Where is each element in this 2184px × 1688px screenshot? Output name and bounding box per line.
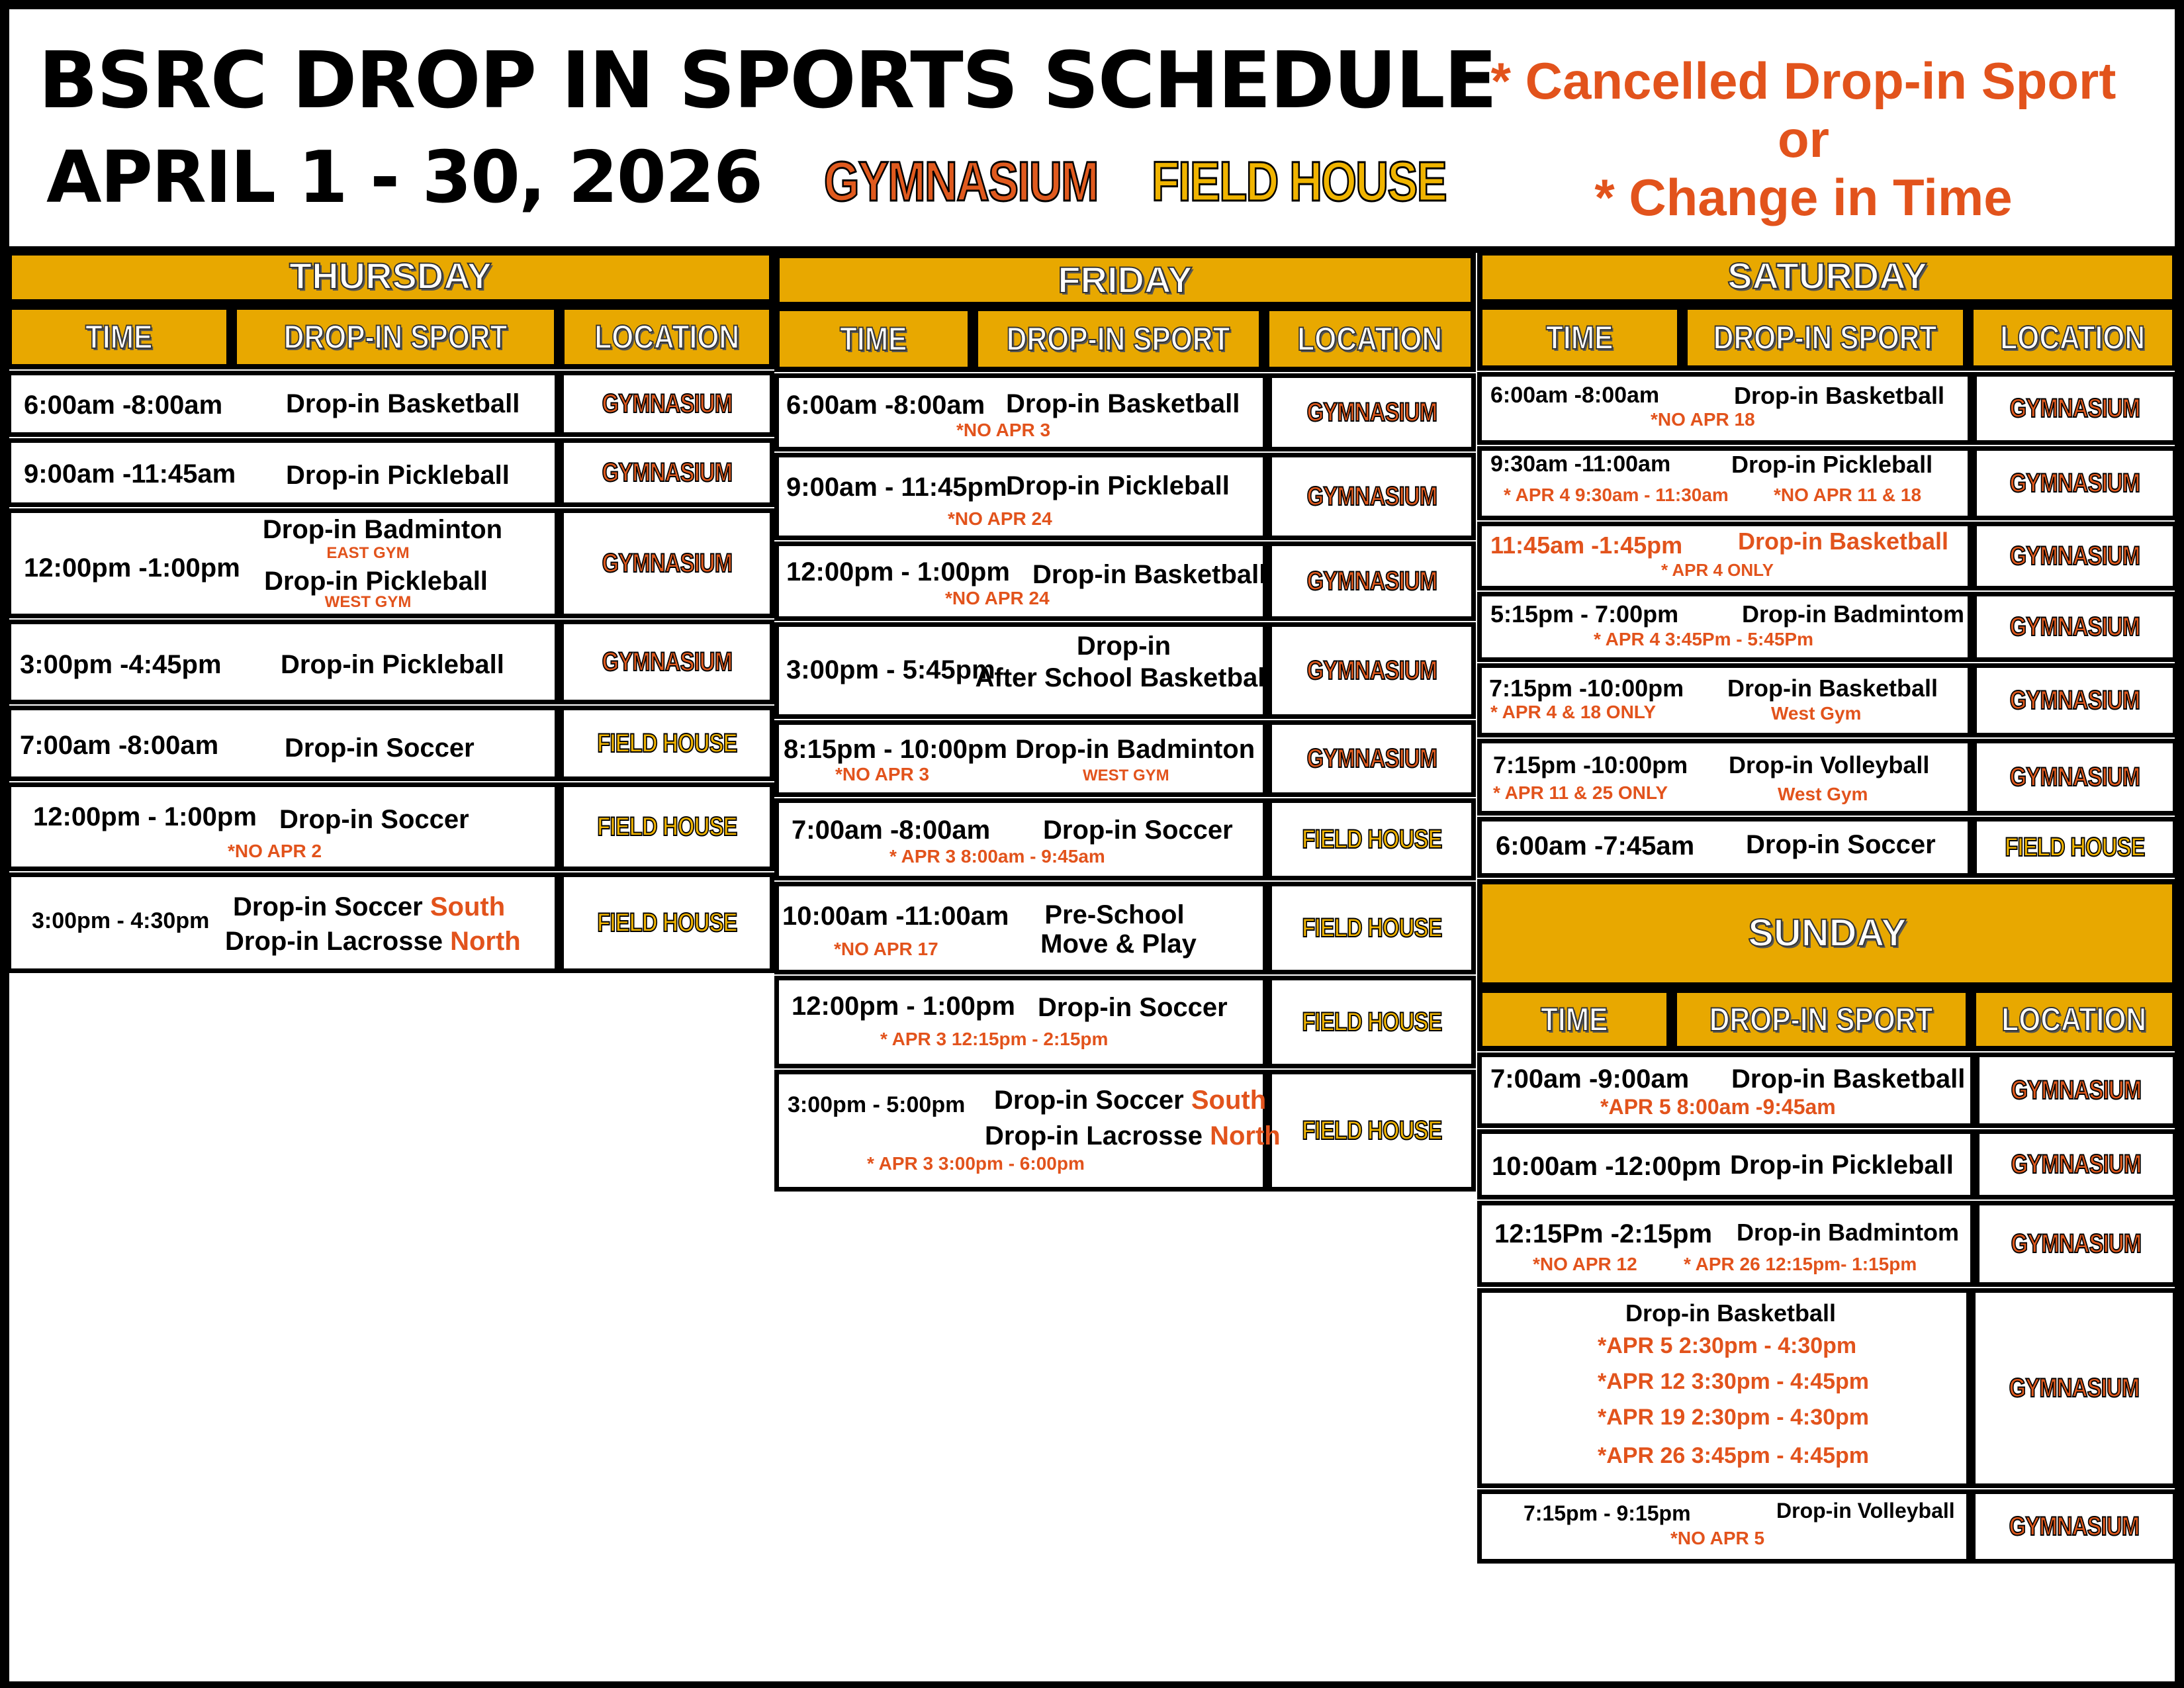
time-label: 6:00am -8:00am [786, 391, 985, 420]
note-label: * APR 3 8:00am - 9:45am [889, 846, 1105, 867]
note-label: *APR 5 8:00am -9:45am [1600, 1095, 1836, 1119]
sport-label: Drop-in Badminton [1015, 735, 1255, 764]
day-header-sunday: SUNDAY [1477, 879, 2177, 988]
location-label: FIELD HOUSE [2005, 832, 2145, 862]
note-label: *NO APR 3 [956, 420, 1051, 440]
sport-label: Drop-in Soccer [285, 733, 475, 763]
time-label: 3:00pm - 4:30pm [32, 908, 210, 933]
location-label: GYMNASIUM [602, 389, 732, 418]
sport-label: Drop-in Volleyball [1776, 1499, 1955, 1523]
sport-label: Pre-School [1044, 900, 1185, 929]
time-label: 7:00am -8:00am [792, 816, 991, 845]
col-header-sport: DROP-IN SPORT [973, 306, 1264, 372]
col-header-location: LOCATION [559, 305, 774, 369]
sport-label: Drop-in Soccer South [233, 892, 506, 921]
location-label: FIELD HOUSE [1301, 1007, 1442, 1037]
location-label: GYMNASIUM [2009, 762, 2140, 792]
col-header-time: TIME [1477, 305, 1682, 371]
note-label: *NO APR 2 [228, 841, 322, 861]
time-label: 7:15pm -10:00pm [1489, 675, 1684, 702]
sport-label: Drop-in Soccer [1038, 993, 1228, 1022]
note-label: * APR 4 & 18 ONLY [1490, 702, 1657, 722]
location-label: GYMNASIUM [602, 647, 732, 677]
location-label: GYMNASIUM [1306, 397, 1437, 427]
note-label: * APR 4 ONLY [1661, 560, 1774, 580]
sport-label: Drop-in Lacrosse North [225, 927, 521, 956]
note-label: *NO APR 5 [1670, 1528, 1765, 1548]
sport-label: Drop-in Soccer [1043, 816, 1233, 845]
col-header-sport: DROP-IN SPORT [1672, 988, 1971, 1051]
sport-label: Drop-in Badminton [262, 515, 503, 544]
day-header-thursday: THURSDAY [7, 250, 774, 305]
sport-label: Drop-in Soccer South [994, 1086, 1267, 1115]
time-label: 9:00am - 11:45pm [786, 473, 1007, 502]
time-label: 12:00pm - 1:00pm [792, 992, 1015, 1021]
location-label: GYMNASIUM [1306, 743, 1437, 773]
legend-field-house: FIELD HOUSE [1152, 150, 1447, 212]
time-label: 7:00am -8:00am [20, 731, 219, 760]
sport-label: Drop-in Basketball [1625, 1299, 1837, 1327]
location-label: GYMNASIUM [2009, 1373, 2140, 1403]
time-label: 6:00am -8:00am [1490, 383, 1660, 408]
time-label: 11:45am -1:45pm [1490, 532, 1683, 559]
location-label: FIELD HOUSE [596, 908, 737, 937]
location-label: GYMNASIUM [1306, 566, 1437, 596]
note-label: *NO APR 18 [1651, 409, 1755, 430]
sport-label: Drop-in Basketball [286, 389, 520, 418]
note-label: *NO APR 24 [948, 508, 1052, 529]
note-label: * APR 26 12:15pm- 1:15pm [1684, 1254, 1917, 1274]
sport-label: Drop-in Basketball [1727, 675, 1938, 702]
note-label: *NO APR 12 [1533, 1254, 1637, 1274]
col-header-sport: DROP-IN SPORT [1682, 305, 1968, 371]
note-label: * APR 4 9:30am - 11:30am [1504, 485, 1729, 505]
time-label: 9:30am -11:00am [1490, 451, 1671, 477]
note-label: * APR 4 3:45Pm - 5:45Pm [1594, 629, 1813, 649]
time-label: 7:00am -9:00am [1490, 1064, 1690, 1094]
day-header-friday: FRIDAY [774, 253, 1476, 307]
cancellation-note: * Cancelled Drop-in Sport or * Change in Time [1490, 52, 2116, 226]
day-header-saturday: SATURDAY [1477, 250, 2177, 305]
location-label: GYMNASIUM [2009, 541, 2140, 571]
note-label: *APR 12 3:30pm - 4:45pm [1598, 1369, 1870, 1394]
sport-label: Drop-in Pickleball [1730, 1150, 1954, 1180]
location-label: FIELD HOUSE [1301, 824, 1442, 854]
note-label: *NO APR 11 & 18 [1774, 485, 1922, 505]
location-label: FIELD HOUSE [596, 728, 737, 758]
note-label: * APR 3 12:15pm - 2:15pm [880, 1029, 1109, 1049]
time-label: 3:00pm -4:45pm [20, 650, 222, 679]
note-label: WEST GYM [1083, 767, 1169, 784]
location-label: GYMNASIUM [2011, 1149, 2142, 1179]
sport-label: Drop-in Pickleball [264, 567, 488, 596]
col-header-location: LOCATION [1968, 305, 2177, 371]
time-label: 7:15pm -10:00pm [1493, 751, 1688, 778]
sport-label: Drop-in Badmintom [1742, 600, 1964, 628]
note-label: * APR 3 3:00pm - 6:00pm [867, 1153, 1085, 1174]
note-label: *NO APR 24 [945, 588, 1050, 608]
time-label: 12:15Pm -2:15pm [1494, 1219, 1713, 1248]
time-label: 9:00am -11:45am [24, 459, 236, 489]
time-label: 12:00pm - 1:00pm [786, 557, 1010, 586]
time-label: 3:00pm - 5:00pm [788, 1092, 966, 1117]
sport-label: Drop-in Basketball [1032, 560, 1267, 589]
time-label: 5:15pm - 7:00pm [1490, 600, 1679, 628]
note-label: *APR 26 3:45pm - 4:45pm [1598, 1443, 1870, 1468]
sport-label: Drop-in Pickleball [1731, 451, 1933, 478]
note-label: WEST GYM [324, 593, 412, 611]
sport-label: Drop-in Pickleball [281, 650, 504, 679]
col-header-time: TIME [774, 306, 973, 372]
location-label: GYMNASIUM [602, 548, 732, 578]
location-label: GYMNASIUM [2009, 1511, 2140, 1541]
time-label: 8:15pm - 10:00pm [784, 735, 1007, 764]
sport-label: Drop-in Basketball [1734, 382, 1945, 409]
note-label: *NO APR 17 [834, 939, 938, 959]
location-label: GYMNASIUM [2011, 1075, 2142, 1105]
sport-label: Drop-in [1076, 632, 1171, 661]
note-label: West Gym [1771, 703, 1862, 724]
sport-label: Drop-in Soccer [1746, 830, 1936, 859]
note-label: EAST GYM [326, 544, 410, 562]
time-label: 6:00am -7:45am [1496, 831, 1695, 861]
time-label: 10:00am -11:00am [782, 902, 1009, 931]
time-label: 12:00pm -1:00pm [24, 553, 240, 583]
note-label: *NO APR 3 [835, 764, 930, 784]
location-label: GYMNASIUM [2009, 685, 2140, 715]
location-label: FIELD HOUSE [596, 812, 737, 841]
date-range: APRIL 1 - 30, 2026 [46, 136, 762, 219]
col-header-sport: DROP-IN SPORT [232, 305, 559, 369]
sport-label: Drop-in Pickleball [1006, 471, 1230, 500]
sport-label: Drop-in Volleyball [1729, 751, 1930, 778]
time-label: 3:00pm - 5:45pm [786, 655, 995, 684]
sport-label: Drop-in Badmintom [1737, 1219, 1959, 1246]
legend-gymnasium: GYMNASIUM [824, 150, 1098, 212]
sport-label: Drop-in Basketball [1731, 1064, 1966, 1094]
location-label: GYMNASIUM [1306, 481, 1437, 511]
note-label: *APR 19 2:30pm - 4:30pm [1598, 1405, 1870, 1430]
col-header-location: LOCATION [1971, 988, 2177, 1051]
sport-label: After School Basketball [975, 663, 1273, 692]
sport-label: Move & Play [1040, 929, 1197, 959]
sport-label: Drop-in Basketball [1738, 528, 1949, 555]
page-title: BSRC DROP IN SPORTS SCHEDULE [38, 34, 1496, 126]
location-label: GYMNASIUM [602, 457, 732, 487]
sport-label: Drop-in Lacrosse North [985, 1121, 1281, 1150]
location-label: GYMNASIUM [1306, 655, 1437, 685]
location-label: FIELD HOUSE [1301, 1115, 1442, 1145]
sport-label: Drop-in Basketball [1006, 389, 1240, 418]
sport-label: Drop-in Soccer [279, 805, 469, 834]
location-label: GYMNASIUM [2011, 1229, 2142, 1258]
sport-label: Drop-in Pickleball [286, 461, 510, 490]
note-label: West Gym [1778, 784, 1868, 804]
note-label: * APR 11 & 25 ONLY [1493, 782, 1668, 803]
location-label: GYMNASIUM [2009, 468, 2140, 498]
note-label: *APR 5 2:30pm - 4:30pm [1598, 1333, 1857, 1358]
location-label: GYMNASIUM [2009, 393, 2140, 423]
col-header-location: LOCATION [1264, 306, 1476, 372]
col-header-time: TIME [1477, 988, 1672, 1051]
time-label: 12:00pm - 1:00pm [33, 802, 257, 831]
time-label: 6:00am -8:00am [24, 391, 223, 420]
col-header-time: TIME [7, 305, 232, 369]
location-label: FIELD HOUSE [1301, 913, 1442, 943]
time-label: 10:00am -12:00pm [1492, 1152, 1721, 1181]
time-label: 7:15pm - 9:15pm [1524, 1501, 1691, 1525]
location-label: GYMNASIUM [2009, 612, 2140, 641]
